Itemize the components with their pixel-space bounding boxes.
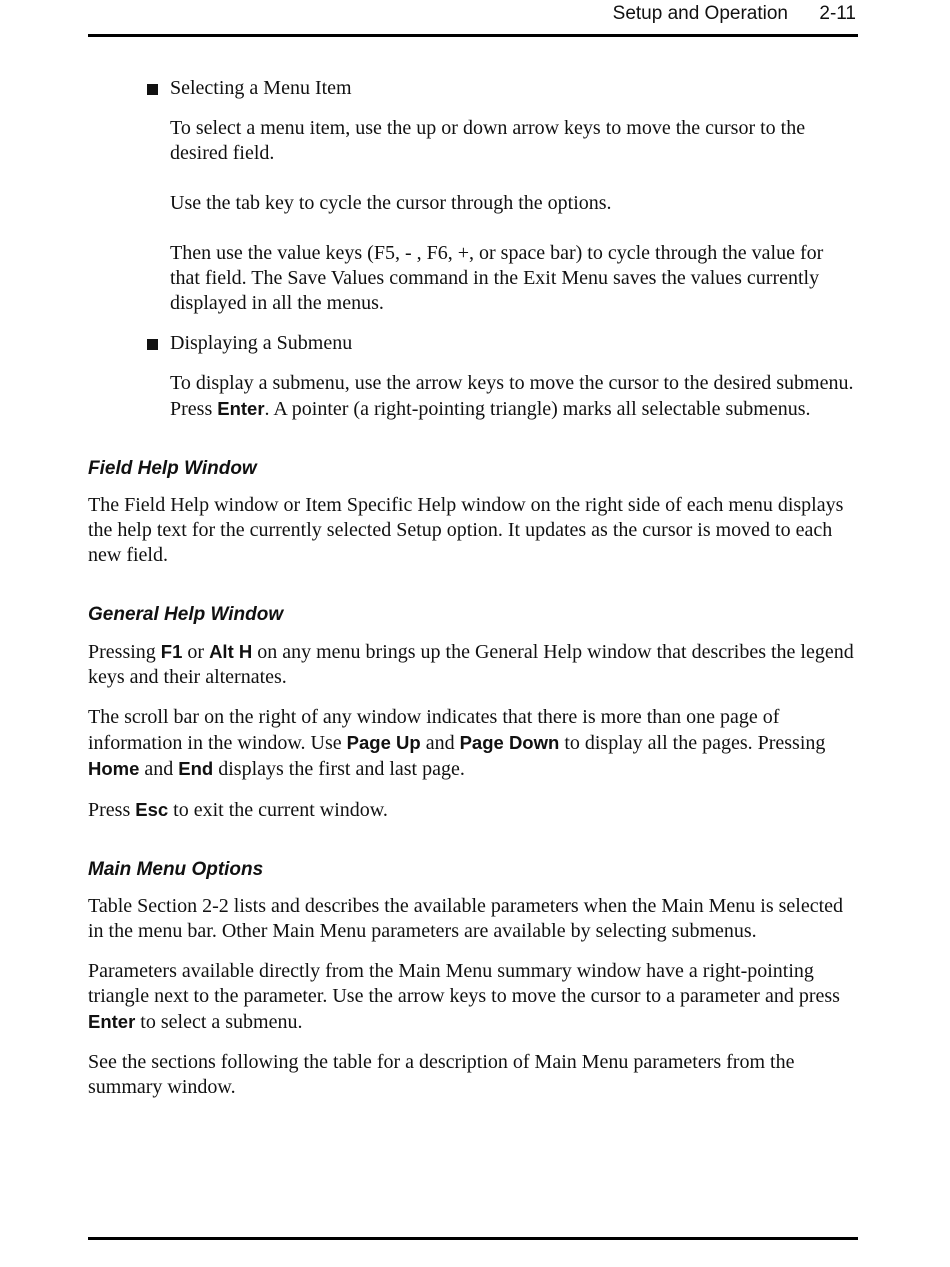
paragraph: To select a menu item, use the up or down arrow keys to move the cursor to the desired field. <box>170 117 806 164</box>
paragraph: Pressing F1 or Alt H on any menu brings up the General Help window that describes the legend keys and their alternates. <box>88 641 854 688</box>
paragraph: Use the tab key to cycle the cursor through the options. <box>170 192 612 214</box>
paragraph: See the sections following the table for a description of Main Menu parameters from the summary window. <box>88 1051 795 1098</box>
key-end: End <box>178 758 214 779</box>
section-heading-field-help: Field Help Window <box>88 458 257 479</box>
page-number: 2-11 <box>819 3 856 24</box>
paragraph: Table Section 2-2 lists and describes the available parameters when the Main Menu is selected in the menu bar. Other Main Menu parameters are available by selecting submenus. <box>88 895 844 942</box>
page-header <box>88 0 858 37</box>
key-alt-h: Alt H <box>209 641 253 662</box>
bullet-heading-submenu <box>88 331 858 356</box>
key-f1: F1 <box>160 641 183 662</box>
bullet-heading-text: Displaying a Submenu <box>170 332 353 354</box>
section-heading-general-help: General Help Window <box>88 604 284 625</box>
bullet-heading-selecting <box>88 76 858 101</box>
key-page-up: Page Up <box>346 732 421 753</box>
paragraph: Parameters available directly from the Main Menu summary window have a right-pointing triangle next to the parameter. Use the arrow keys to move the cursor to a parameter and press Enter to select a submenu. <box>88 960 840 1033</box>
bullet-heading-text: Selecting a Menu Item <box>170 77 352 99</box>
page-body <box>88 76 858 1100</box>
key-enter: Enter <box>217 398 265 419</box>
paragraph: Then use the value keys (F5, - , F6, +, or space bar) to cycle through the value for that field. The Save Values command in the Exit Menu saves the values currently displayed in all the menus. <box>170 242 824 314</box>
paragraph: The Field Help window or Item Specific Help window on the right side of each menu displays the help text for the currently selected Setup option. It updates as the cursor is moved to each new field. <box>88 494 844 566</box>
square-bullet-icon <box>147 84 158 95</box>
key-page-down: Page Down <box>459 732 560 753</box>
paragraph: To display a submenu, use the arrow keys to move the cursor to the desired submenu. Press Enter. A pointer (a right-pointing triangle) marks all selectable submenus. <box>170 372 854 420</box>
footer-rule <box>88 1237 858 1240</box>
key-esc: Esc <box>135 799 169 820</box>
section-heading-main-menu: Main Menu Options <box>88 859 264 880</box>
square-bullet-icon <box>147 339 158 350</box>
key-enter: Enter <box>88 1011 136 1032</box>
key-home: Home <box>88 758 140 779</box>
header-title: Setup and Operation <box>612 3 788 24</box>
paragraph: The scroll bar on the right of any window indicates that there is more than one page of information in the window. Use Page Up and Page Down to display all the pages. Pressing Home and End displays the first and last page. <box>88 706 826 780</box>
paragraph: Press Esc to exit the current window. <box>88 799 388 821</box>
